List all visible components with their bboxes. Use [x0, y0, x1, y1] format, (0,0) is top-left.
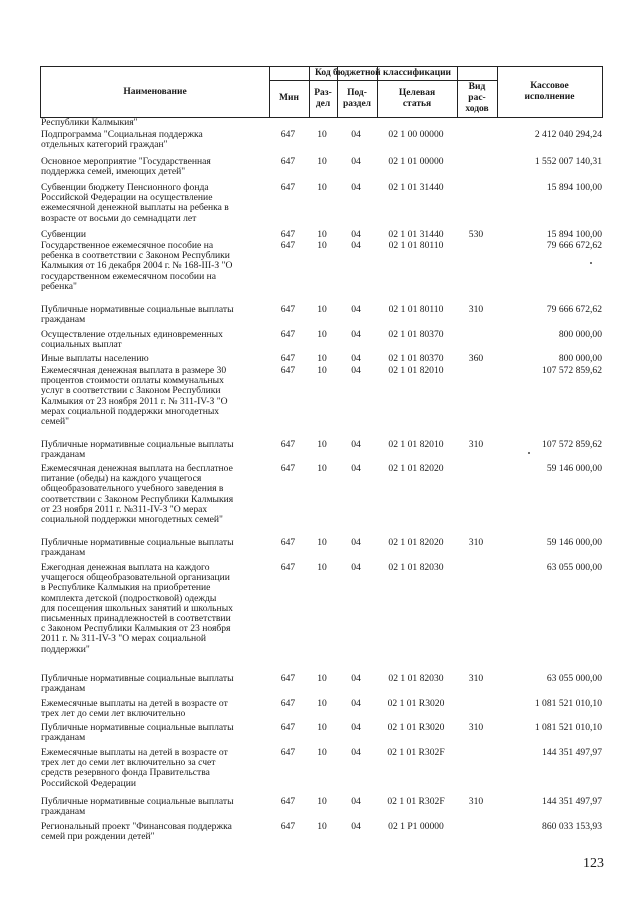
row-sum: 144 351 497,97: [542, 747, 602, 758]
header-name: Наименование: [123, 86, 187, 97]
row-min: 647: [280, 537, 296, 548]
row-vid: 310: [468, 439, 484, 450]
row-min: 647: [280, 156, 296, 167]
row-podrazdel: 04: [351, 562, 361, 573]
row-name: Публичные нормативные социальные выплаты гражданам: [41, 537, 234, 559]
row-celevaya: 02 1 01 R302F: [387, 747, 445, 758]
table-header: [40, 66, 603, 118]
row-name: Ежегодная денежная выплата на каждого учащегося общеобразовательной организации в Республике Калмыкия на приобретение комплекта детской (подростковой) одежды для посещения школьных занятий и школьных письменных принадлежностей в соответствии с Законом Республики Калмыкия от 23 ноября 2011 г. № 311-IV-З "О мерах социальной поддержки": [41, 562, 233, 655]
row-name: Ежемесячные выплаты на детей в возрасте от трех лет до семи лет включительно: [41, 698, 228, 720]
row-name: Ежемесячная денежная выплата на бесплатное питание (обеды) на каждого учащегося общеобразовательного учебного заведения в соответствии с Законом Республики Калмыкия от 23 ноября 2011 г. №311-IV-З "О мерах социальной поддержки многодетных семей": [41, 463, 234, 526]
row-celevaya: 02 1 00 00000: [388, 129, 444, 140]
row-sum: 1 081 521 010,10: [534, 722, 602, 733]
row-name: Публичные нормативные социальные выплаты гражданам: [41, 304, 234, 326]
row-podrazdel: 04: [351, 240, 361, 251]
row-podrazdel: 04: [351, 329, 361, 340]
row-sum: 144 351 497,97: [542, 796, 602, 807]
header-celevaya: Целевая статья: [398, 87, 436, 109]
row-celevaya: 02 1 01 80110: [388, 304, 444, 315]
row-sum: 1 552 007 140,31: [534, 156, 602, 167]
row-razdel: 10: [317, 722, 327, 733]
row-celevaya: 02 1 01 82030: [388, 673, 444, 684]
row-razdel: 10: [317, 463, 327, 474]
row-podrazdel: 04: [351, 365, 361, 376]
row-celevaya: 02 1 01 82010: [388, 439, 444, 450]
row-vid: 530: [468, 229, 484, 240]
row-min: 647: [280, 722, 296, 733]
row-podrazdel: 04: [351, 722, 361, 733]
row-name: Субвенции: [41, 229, 86, 240]
row-podrazdel: 04: [351, 537, 361, 548]
row-name: Публичные нормативные социальные выплаты гражданам: [41, 673, 234, 695]
row-podrazdel: 04: [351, 821, 361, 832]
row-min: 647: [280, 240, 296, 251]
row-min: 647: [280, 229, 296, 240]
page-number: 123: [583, 856, 604, 871]
row-sum: 860 033 153,93: [542, 821, 602, 832]
row-vid: 360: [468, 353, 484, 364]
row-sum: 107 572 859,62: [542, 439, 602, 450]
row-razdel: 10: [317, 353, 327, 364]
row-podrazdel: 04: [351, 698, 361, 709]
row-min: 647: [280, 698, 296, 709]
row-celevaya: 02 1 01 R3020: [387, 722, 445, 733]
row-podrazdel: 04: [351, 673, 361, 684]
row-razdel: 10: [317, 156, 327, 167]
row-podrazdel: 04: [351, 182, 361, 193]
row-sum: 63 055 000,00: [546, 673, 602, 684]
row-razdel: 10: [317, 673, 327, 684]
row-min: 647: [280, 562, 296, 573]
row-razdel: 10: [317, 182, 327, 193]
row-celevaya: 02 1 01 80370: [388, 353, 444, 364]
row-name: Иные выплаты населению: [41, 353, 149, 364]
row-razdel: 10: [317, 129, 327, 140]
header-vid: Вид рас- ходов: [465, 82, 489, 114]
row-name: Основное мероприятие "Государственная поддержка семей, имеющих детей": [41, 156, 211, 178]
row-name: Государственное ежемесячное пособие на ребенка в соответствии с Законом Республики Калмыкия от 16 декабря 2004 г. № 168-III-З "О государственном ежемесячном пособии на ребенка": [41, 240, 233, 292]
row-razdel: 10: [317, 365, 327, 376]
row-sum: 59 146 000,00: [546, 537, 602, 548]
row-podrazdel: 04: [351, 796, 361, 807]
row-sum: 1 081 521 010,10: [534, 698, 602, 709]
row-name: Региональный проект "Финансовая поддержка семей при рождении детей": [41, 821, 232, 843]
row-sum: 15 894 100,00: [546, 229, 602, 240]
row-celevaya: 02 1 P1 00000: [388, 821, 444, 832]
row-min: 647: [280, 463, 296, 474]
scan-mark: [590, 262, 592, 264]
row-podrazdel: 04: [351, 304, 361, 315]
row-podrazdel: 04: [351, 463, 361, 474]
row-podrazdel: 04: [351, 353, 361, 364]
row-celevaya: 02 1 01 82010: [388, 365, 444, 376]
row-podrazdel: 04: [351, 439, 361, 450]
row-min: 647: [280, 821, 296, 832]
row-sum: 800 000,00: [558, 353, 602, 364]
row-celevaya: 02 1 01 31440: [388, 182, 444, 193]
row-celevaya: 02 1 01 80370: [388, 329, 444, 340]
row-celevaya: 02 1 01 R3020: [387, 698, 445, 709]
row-razdel: 10: [317, 229, 327, 240]
row-razdel: 10: [317, 796, 327, 807]
row-name: Ежемесячные выплаты на детей в возрасте от трех лет до семи лет включительно за счет средств резервного фонда Правительства Российской Федерации: [41, 747, 228, 789]
row-min: 647: [280, 304, 296, 315]
row-podrazdel: 04: [351, 747, 361, 758]
row-min: 647: [280, 439, 296, 450]
row-min: 647: [280, 182, 296, 193]
row-min: 647: [280, 673, 296, 684]
header-razdel: Раз- дел: [314, 87, 332, 109]
row-vid: 310: [468, 722, 484, 733]
row-podrazdel: 04: [351, 129, 361, 140]
header-podrazdel: Под- раздел: [342, 87, 372, 109]
row-name: Публичные нормативные социальные выплаты гражданам: [41, 722, 234, 744]
row-razdel: 10: [317, 439, 327, 450]
row-min: 647: [280, 329, 296, 340]
row-podrazdel: 04: [351, 156, 361, 167]
row-name: Подпрограмма "Социальная поддержка отдельных категорий граждан": [41, 129, 203, 151]
row-celevaya: 02 1 01 82030: [388, 562, 444, 573]
row-razdel: 10: [317, 821, 327, 832]
row-sum: 2 412 040 294,24: [534, 129, 602, 140]
row-name: Субвенции бюджету Пенсионного фонда Российской Федерации на осуществление ежемесячной денежной выплаты на ребенка в возрасте от восьми до семнадцати лет: [41, 182, 229, 224]
row-sum: 63 055 000,00: [546, 562, 602, 573]
row-celevaya: 02 1 01 R302F: [387, 796, 445, 807]
row-razdel: 10: [317, 304, 327, 315]
row-min: 647: [280, 365, 296, 376]
row-sum: 79 666 672,62: [546, 240, 602, 251]
row-vid: 310: [468, 537, 484, 548]
row-vid: 310: [468, 796, 484, 807]
row-razdel: 10: [317, 240, 327, 251]
row-min: 647: [280, 353, 296, 364]
row-razdel: 10: [317, 562, 327, 573]
row-celevaya: 02 1 01 82020: [388, 537, 444, 548]
row-razdel: 10: [317, 698, 327, 709]
row-celevaya: 02 1 01 82020: [388, 463, 444, 474]
row-name: Публичные нормативные социальные выплаты гражданам: [41, 796, 234, 818]
row-sum: 79 666 672,62: [546, 304, 602, 315]
header-code-group: Код бюджетной классификации: [314, 68, 452, 78]
row-name: Осуществление отдельных единовременных социальных выплат: [41, 329, 223, 351]
row-sum: 107 572 859,62: [542, 365, 602, 376]
row-min: 647: [280, 796, 296, 807]
row-name: Ежемесячная денежная выплата в размере 30 процентов стоимости оплаты коммунальных услуг в соответствии с Законом Республики Калмыкия от 23 ноября 2011 г. № 311-IV-З "О мерах социальной поддержки многодетных семей": [41, 365, 228, 428]
row-vid: 310: [468, 304, 484, 315]
row-razdel: 10: [317, 537, 327, 548]
row-podrazdel: 04: [351, 229, 361, 240]
row-sum: 15 894 100,00: [546, 182, 602, 193]
scan-mark: [528, 452, 530, 454]
row-min: 647: [280, 747, 296, 758]
row-razdel: 10: [317, 747, 327, 758]
header-min: Мин: [279, 93, 299, 103]
row-celevaya: 02 1 01 80110: [388, 240, 444, 251]
row-name: Публичные нормативные социальные выплаты гражданам: [41, 439, 234, 461]
row-name: Республики Калмыкия": [41, 117, 138, 128]
row-sum: 59 146 000,00: [546, 463, 602, 474]
row-celevaya: 02 1 01 31440: [388, 229, 444, 240]
row-celevaya: 02 1 01 00000: [388, 156, 444, 167]
row-razdel: 10: [317, 329, 327, 340]
row-vid: 310: [468, 673, 484, 684]
row-sum: 800 000,00: [558, 329, 602, 340]
header-kassovoe: Кассовое исполнение: [524, 81, 575, 102]
row-min: 647: [280, 129, 296, 140]
